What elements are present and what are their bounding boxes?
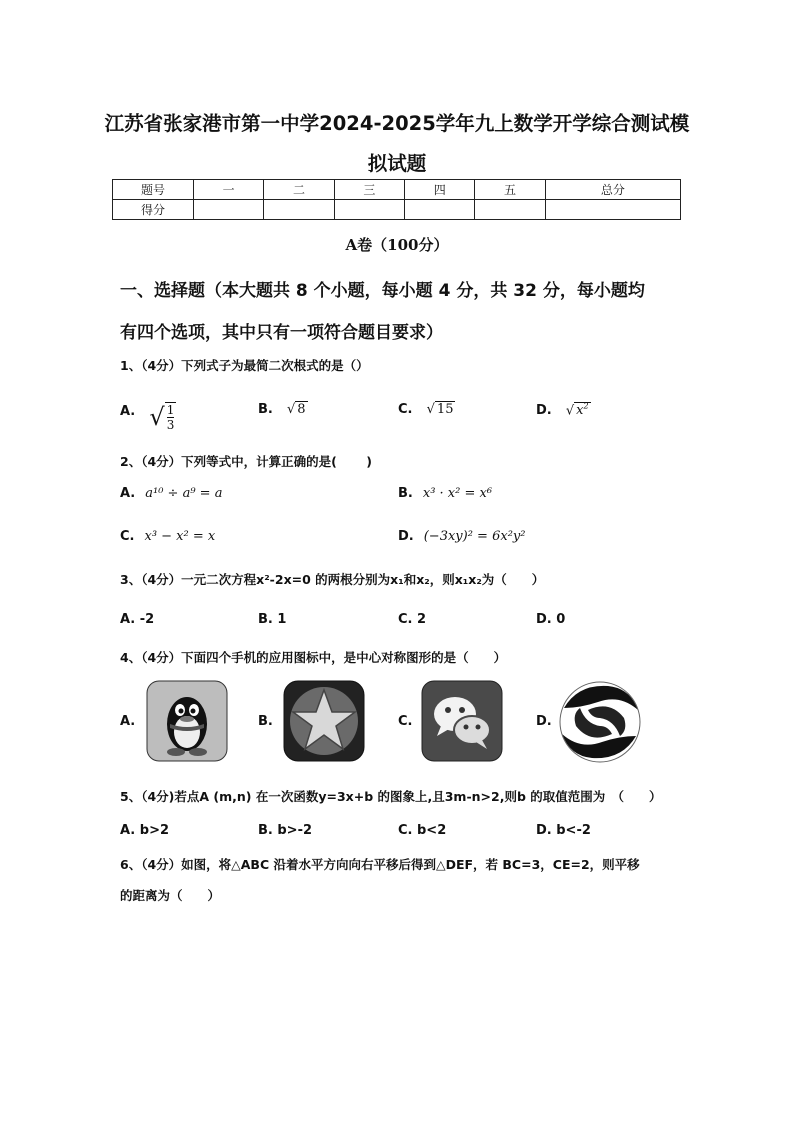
exam-title-line1: 江苏省张家港市第一中学2024-2025学年九上数学开学综合测试模: [104, 112, 690, 135]
penguin-icon: [146, 680, 228, 762]
q4-option-b-label: B.: [258, 714, 273, 729]
radicand: 8: [297, 402, 306, 417]
table-cell: 总分: [545, 180, 680, 200]
table-cell: 三: [334, 180, 404, 200]
section1-heading-line2: 有四个选项，其中只有一项符合题目要求）: [120, 323, 443, 343]
q3-option-a: A. -2: [120, 612, 155, 627]
score-table-header-row: [113, 180, 681, 200]
q4-option-d-label: D.: [536, 714, 552, 729]
q5-option-c: C. b<2: [398, 823, 447, 838]
option-expression: a¹⁰ ÷ a⁹ = a: [145, 486, 223, 501]
q1-option-c: C. √ 15: [398, 402, 454, 417]
option-label: B.: [398, 486, 413, 501]
q3-stem: 3、（4分）一元二次方程x²-2x=0 的两根分别为x₁和x₂，则x₁x₂为（ ）: [120, 572, 545, 587]
q3-option-c: C. 2: [398, 612, 427, 627]
volume-heading: A卷（100分）: [345, 236, 449, 254]
exponent: 2: [583, 402, 589, 411]
q4-stem: 4、（4分）下面四个手机的应用图标中，是中心对称图形的是（ ）: [120, 650, 507, 665]
section1-heading-line1: 一、选择题（本大题共 8 个小题，每小题 4 分，共 32 分，每小题均: [120, 281, 645, 301]
swirl-icon: [558, 680, 642, 764]
q5-option-b: B. b>-2: [258, 823, 313, 838]
table-cell-empty: [264, 200, 334, 220]
q1-option-d: D. √ $x^2$: [536, 402, 589, 419]
table-cell: 五: [475, 180, 545, 200]
q2-stem: 2、（4分）下列等式中，计算正确的是( ): [120, 454, 372, 469]
table-cell: 二: [264, 180, 334, 200]
q2-option-d: [398, 529, 525, 544]
q1-option-b: B. √ 8: [258, 402, 306, 417]
option-expression: (−3xy)² = 6x²y²: [423, 529, 526, 544]
radicand: x: [576, 403, 584, 419]
option-expression: x³ · x² = x⁶: [422, 486, 493, 501]
score-table-score-row: [113, 200, 681, 220]
table-cell-empty: [405, 200, 475, 220]
exam-title-line2: 拟试题: [367, 152, 427, 175]
q1-option-a: [120, 396, 176, 432]
q4-option-a-label: A.: [120, 714, 136, 729]
table-cell-empty: [194, 200, 264, 220]
score-table: [112, 179, 681, 220]
q6-stem-line1: 6、（4分）如图，将△ABC 沿着水平方向向右平移后得到△DEF，若 BC=3，CE=2，则平移: [120, 857, 640, 872]
table-cell-empty: [475, 200, 545, 220]
radical-fraction: √ $\frac{1}{3}$: [149, 403, 175, 432]
table-cell-empty: [545, 200, 680, 220]
q6-stem-line2: 的距离为（ ）: [120, 888, 221, 903]
option-label: B.: [258, 402, 273, 417]
fraction-denominator: 3: [166, 418, 175, 432]
radicand: 15: [436, 402, 454, 417]
table-cell: 题号: [113, 180, 194, 200]
option-label: D.: [536, 403, 552, 419]
q3-option-d: D. 0: [536, 612, 566, 627]
option-expression: x³ − x² = x: [144, 529, 216, 544]
q2-option-a: [120, 486, 222, 501]
table-cell-empty: [334, 200, 404, 220]
option-label: A.: [120, 486, 136, 501]
q3-option-b: B. 1: [258, 612, 287, 627]
table-cell: 四: [405, 180, 475, 200]
option-label: C.: [120, 529, 135, 544]
table-cell: 得分: [113, 200, 194, 220]
q5-stem: 5、（4分)若点A (m,n) 在一次函数y=3x+b 的图象上,且3m-n>2,则b 的取值范围为 （ ）: [120, 789, 662, 804]
q5-option-a: A. b>2: [120, 823, 170, 838]
option-label: C.: [398, 402, 413, 417]
q1-stem: 1、（4分）下列式子为最简二次根式的是（）: [120, 358, 369, 373]
q2-option-b: [398, 486, 492, 501]
q4-option-c-label: C.: [398, 714, 413, 729]
star-icon: [283, 680, 365, 762]
option-label: D.: [398, 529, 414, 544]
chat-bubbles-icon: [421, 680, 503, 762]
option-label: A.: [120, 403, 136, 419]
q5-option-d: D. b<-2: [536, 823, 591, 838]
q2-option-c: [120, 529, 215, 544]
fraction-numerator: 1: [166, 403, 175, 417]
table-cell: 一: [194, 180, 264, 200]
